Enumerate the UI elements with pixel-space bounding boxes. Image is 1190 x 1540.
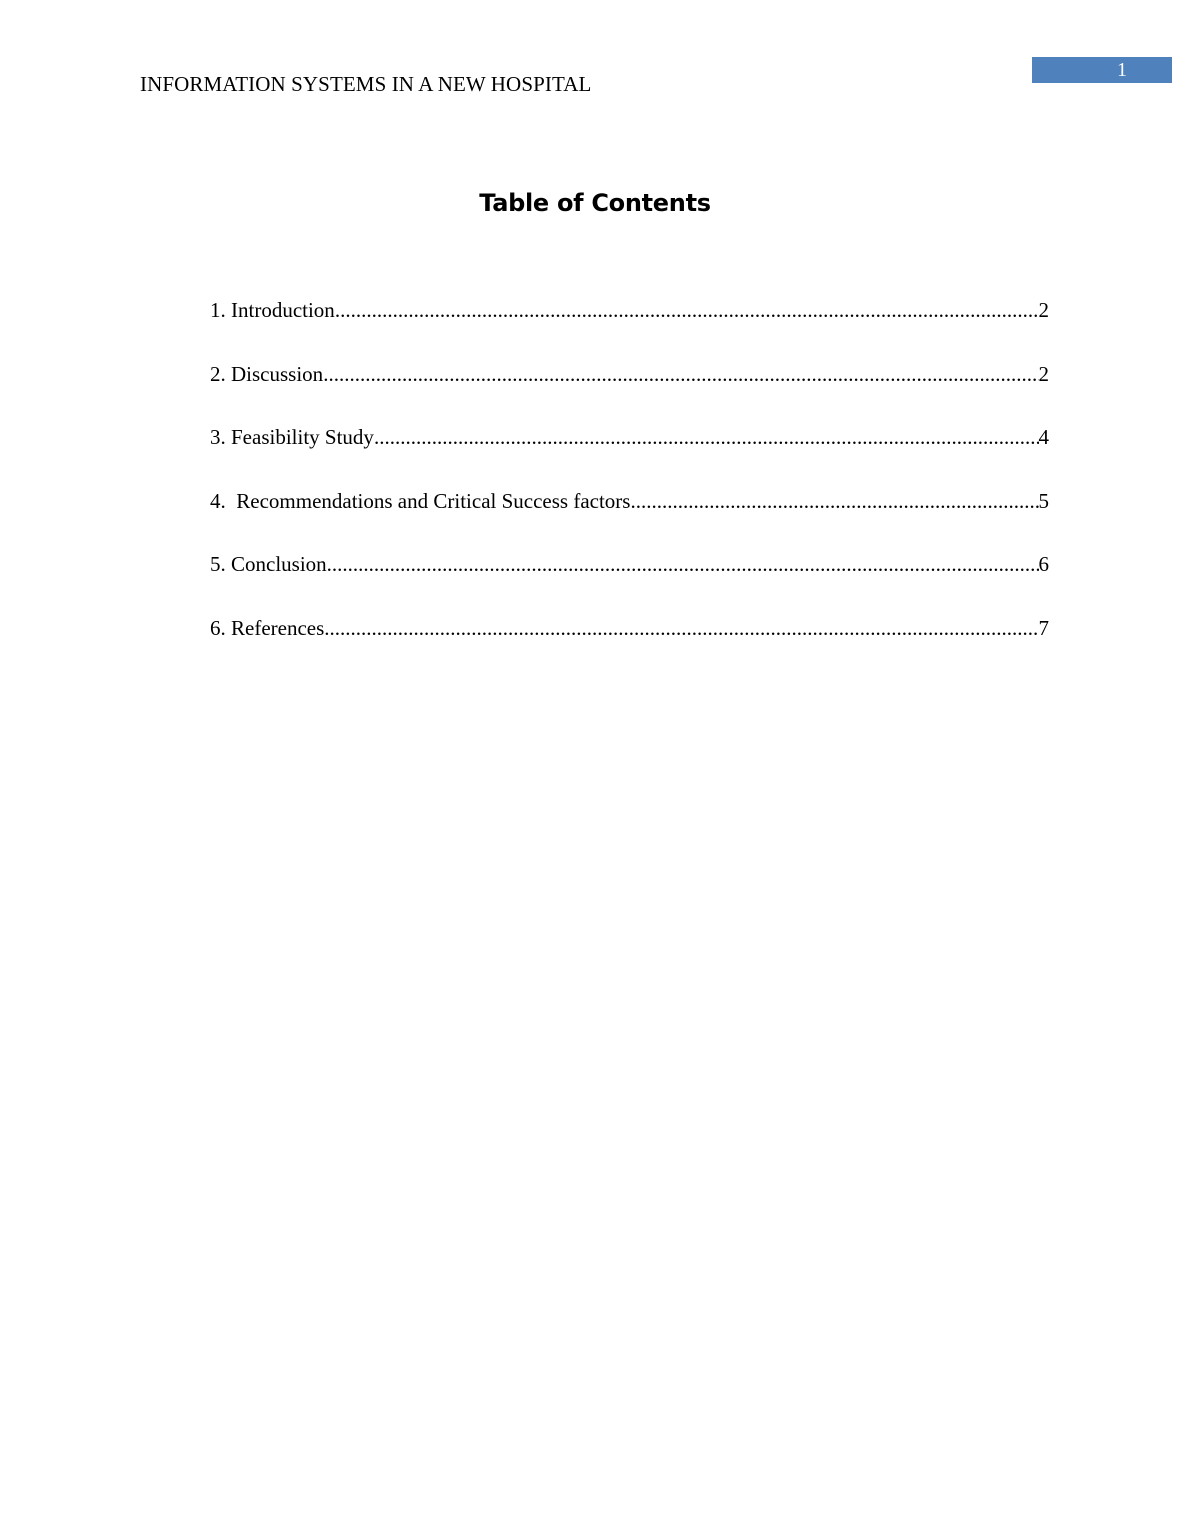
toc-entry-label: 1. Introduction (210, 298, 335, 322)
toc-entry-feasibility-study[interactable] (210, 423, 1049, 487)
dot-leader (335, 296, 1039, 324)
dot-leader (630, 487, 1038, 515)
running-head: INFORMATION SYSTEMS IN A NEW HOSPITAL (140, 72, 592, 96)
toc-entry-references[interactable] (210, 614, 1049, 678)
toc-entry-label: 2. Discussion (210, 361, 324, 386)
page-number: 1 (1032, 57, 1172, 83)
toc-entry-label: 6. References (210, 615, 325, 640)
toc-entry-label: 5. Conclusion (210, 552, 327, 577)
toc-entry-page: 6 (1038, 552, 1049, 577)
toc-entry-label: 3. Feasibility Study (210, 425, 374, 450)
toc-entry-page: 7 (1038, 615, 1049, 640)
toc-entry-page: 2 (1038, 298, 1049, 322)
dot-leader (323, 360, 1038, 388)
toc-entry-page: 5 (1038, 488, 1049, 513)
dot-leader (324, 614, 1038, 642)
toc-entry-discussion[interactable] (210, 360, 1049, 424)
toc-entry-page: 2 (1038, 361, 1049, 386)
table-of-contents (210, 296, 1049, 678)
dot-leader (327, 550, 1039, 578)
toc-entry-label: 4. Recommendations and Critical Success factors (210, 488, 631, 513)
toc-title: Table of Contents (479, 189, 711, 217)
toc-entry-introduction[interactable] (210, 296, 1049, 360)
toc-entry-page: 4 (1038, 425, 1049, 450)
toc-entry-recommendations[interactable] (210, 487, 1049, 551)
toc-entry-conclusion[interactable] (210, 550, 1049, 614)
dot-leader (374, 423, 1039, 451)
